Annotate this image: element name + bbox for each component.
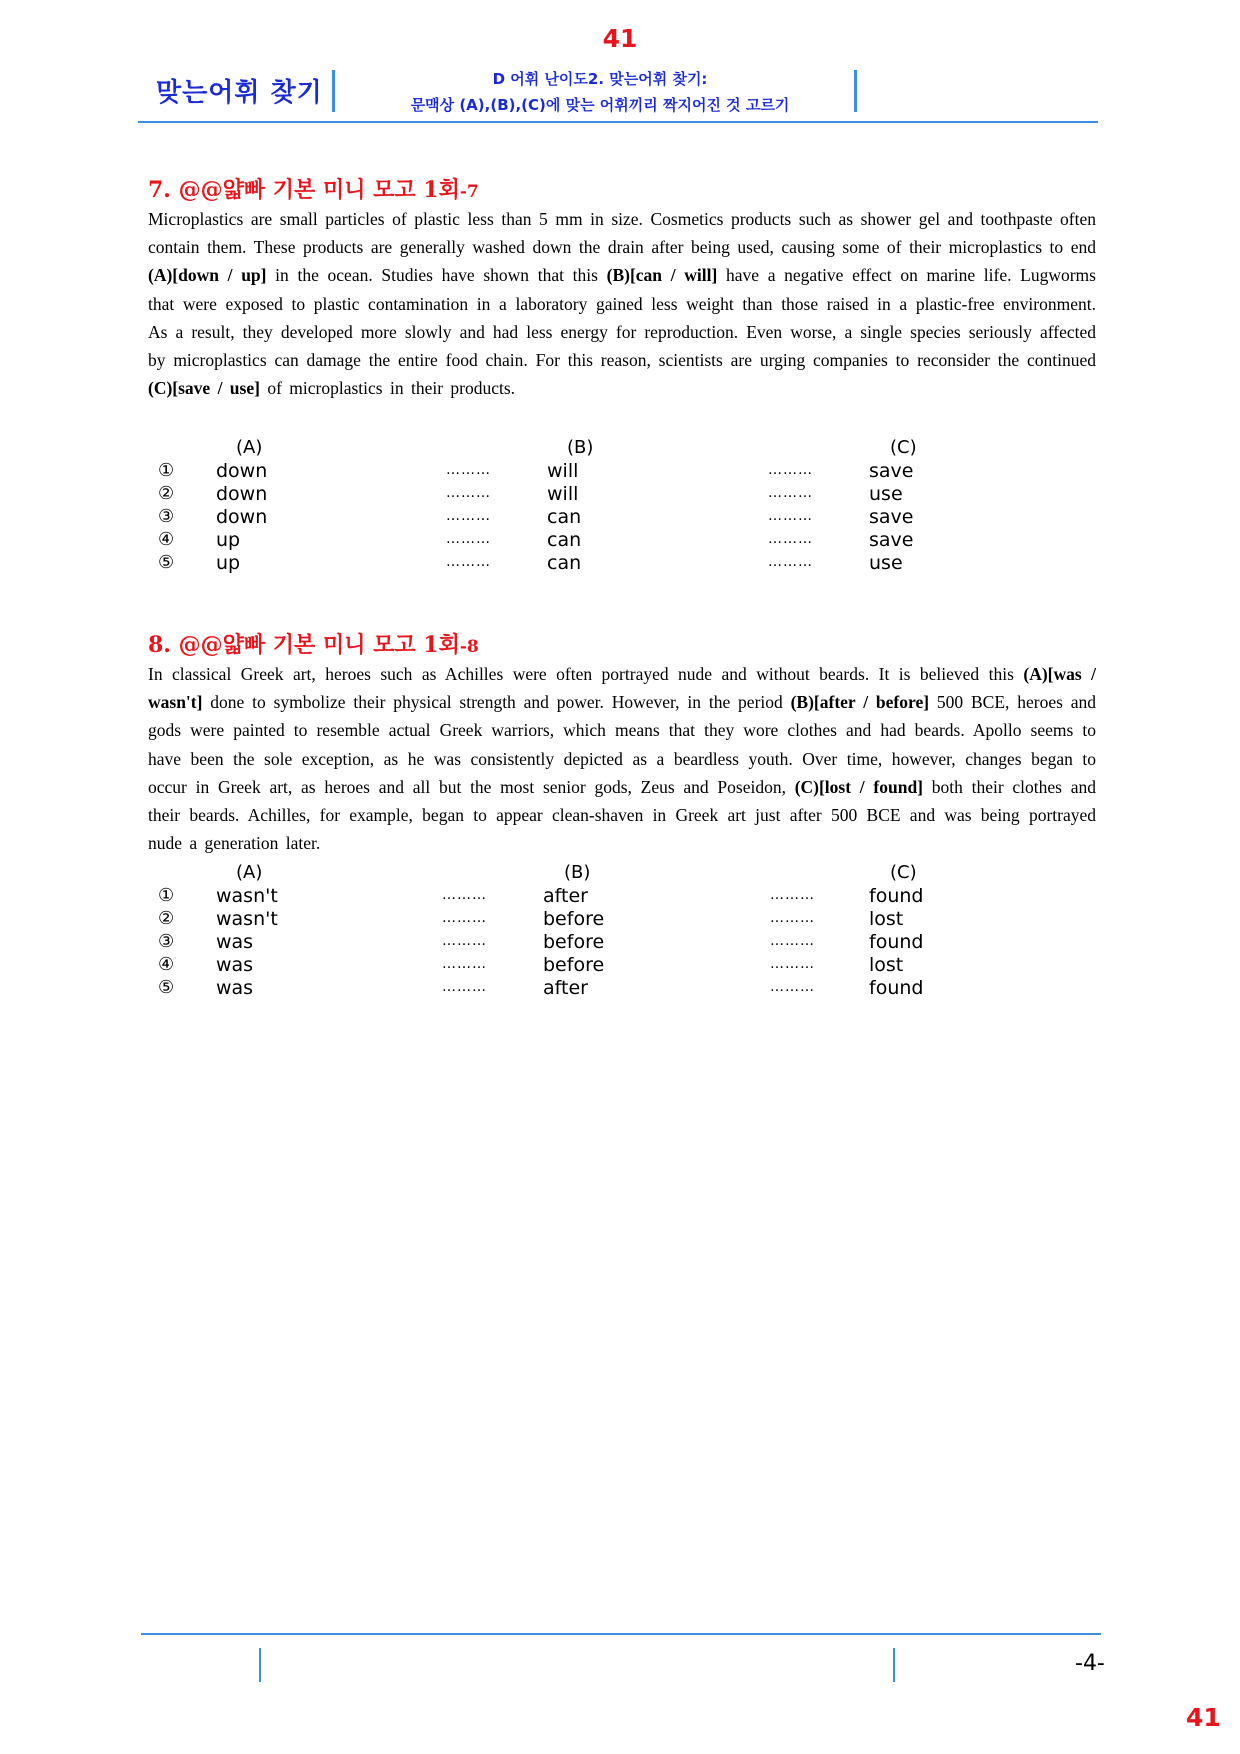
footer-divider-left <box>259 1648 261 1682</box>
choice-option[interactable] <box>156 552 956 575</box>
question-title <box>148 173 479 204</box>
dots: ……… <box>446 554 491 570</box>
option-b: before <box>543 931 605 953</box>
blank-choice: (B)[after / before] <box>790 692 930 713</box>
passage-text: done to symbolize their physical strength and power. However, in the period <box>202 692 791 713</box>
blank-choice: (A)[down / up] <box>148 265 267 286</box>
dots: ……… <box>768 462 813 478</box>
dots: ……… <box>770 887 815 903</box>
option-b: can <box>547 552 582 574</box>
option-number: ② <box>158 483 175 504</box>
option-b: will <box>547 483 579 505</box>
option-b: can <box>547 506 582 528</box>
option-a: down <box>216 506 268 528</box>
dots: ……… <box>768 554 813 570</box>
blank-choice: (A)[was / wasn't] <box>148 664 1097 713</box>
option-number: ② <box>158 908 175 929</box>
choice-option[interactable] <box>156 908 956 931</box>
blank-choice: (C)[save / use] <box>148 378 260 399</box>
footer-divider-right <box>893 1648 895 1682</box>
header-title: 맞는어휘 찾기 <box>156 78 323 108</box>
option-c: lost <box>869 908 904 930</box>
answer-choices <box>156 437 956 575</box>
choice-option[interactable] <box>156 885 956 908</box>
option-b: can <box>547 529 582 551</box>
option-c: found <box>869 885 924 907</box>
option-a: up <box>216 552 241 574</box>
option-a: was <box>216 977 254 999</box>
dots: ……… <box>442 910 487 926</box>
option-number: ④ <box>158 529 175 550</box>
dots: ……… <box>446 485 491 501</box>
choice-headers <box>156 862 956 885</box>
header-divider-right <box>854 70 857 112</box>
option-a: down <box>216 483 268 505</box>
option-a: down <box>216 460 268 482</box>
question-title-sub: -8 <box>459 637 479 657</box>
passage-text: in the ocean. Studies have shown that this <box>266 265 607 286</box>
footer-rule <box>141 1633 1101 1635</box>
header-c: (C) <box>890 437 917 458</box>
blank-choice: (B)[can / will] <box>606 265 718 286</box>
header-b: (B) <box>564 862 591 883</box>
question-title-main: 7. @@얇빠 기본 미니 모고 1회 <box>148 177 460 203</box>
header-b: (B) <box>567 437 594 458</box>
question-title-sub: -7 <box>459 182 479 202</box>
dots: ……… <box>442 933 487 949</box>
question-title-main: 8. @@얇빠 기본 미니 모고 1회 <box>148 632 460 658</box>
option-b: before <box>543 908 605 930</box>
passage-text: 500 BCE, heroes and gods were painted to resemble actual Greek warriors, which means that they wore clothes and had beards. Apollo seems to have been the sole exception, as he was consistently depicted as a beardless youth. Over time, however, changes began to occur in Greek art, as heroes and all but the most senior gods, Zeus and Poseidon, <box>148 692 1097 797</box>
option-a: wasn't <box>216 885 278 907</box>
dots: ……… <box>442 979 487 995</box>
option-a: was <box>216 954 254 976</box>
dots: ……… <box>770 956 815 972</box>
dots: ……… <box>768 485 813 501</box>
option-c: found <box>869 977 924 999</box>
option-number: ① <box>158 885 175 906</box>
footer-page-label: -4- <box>1075 1651 1105 1676</box>
choice-headers <box>156 437 956 460</box>
answer-choices <box>156 862 956 1000</box>
option-c: lost <box>869 954 904 976</box>
dots: ……… <box>768 508 813 524</box>
option-number: ④ <box>158 954 175 975</box>
option-c: save <box>869 529 914 551</box>
option-c: save <box>869 460 914 482</box>
header-subtitle-line2: 문맥상 (A),(B),(C)에 맞는 어휘끼리 짝지어진 것 고르기 <box>410 96 790 114</box>
choice-option[interactable] <box>156 529 956 552</box>
dots: ……… <box>770 910 815 926</box>
option-b: after <box>543 977 588 999</box>
page-number-bottom: 41 <box>1186 1703 1221 1732</box>
option-c: use <box>869 552 903 574</box>
choice-option[interactable] <box>156 954 956 977</box>
dots: ……… <box>768 531 813 547</box>
question-title <box>148 628 479 659</box>
option-c: use <box>869 483 903 505</box>
dots: ……… <box>446 531 491 547</box>
option-c: found <box>869 931 924 953</box>
page-number-top: 41 <box>602 24 638 53</box>
option-number: ⑤ <box>158 977 175 998</box>
choice-option[interactable] <box>156 460 956 483</box>
dots: ……… <box>446 462 491 478</box>
option-number: ③ <box>158 931 175 952</box>
header-subtitle-line1: D 어휘 난이도2. 맞는어휘 찾기: <box>492 70 708 88</box>
passage-text: have a negative effect on marine life. Lugworms that were exposed to plastic contamination in a laboratory gained less weight than those raised in a plastic-free environment. As a result, they developed more slowly and had less energy for reproduction. Even worse, a single species seriously affected by microplastics can damage the entire food chain. For this reason, scientists are urging companies to reconsider the continued <box>148 265 1096 371</box>
header-rule <box>138 121 1098 123</box>
option-a: up <box>216 529 241 551</box>
header-divider-left <box>332 70 335 112</box>
blank-choice: (C)[lost / found] <box>794 776 923 797</box>
option-b: before <box>543 954 605 976</box>
option-number: ③ <box>158 506 175 527</box>
option-number: ① <box>158 460 175 481</box>
dots: ……… <box>770 933 815 949</box>
dots: ……… <box>442 887 487 903</box>
passage-text: Microplastics are small particles of plastic less than 5 mm in size. Cosmetics products such as shower gel and toothpaste often contain them. These products are generally washed down the drain after being used, causing some of their microplastics to end <box>148 209 1096 258</box>
option-number: ⑤ <box>158 552 175 573</box>
dots: ……… <box>770 979 815 995</box>
passage-text: of microplastics in their products. <box>259 378 516 399</box>
choice-option[interactable] <box>156 977 956 1000</box>
header-a: (A) <box>236 437 263 458</box>
question-passage <box>148 660 1096 857</box>
option-c: save <box>869 506 914 528</box>
header-c: (C) <box>890 862 917 883</box>
option-a: wasn't <box>216 908 278 930</box>
option-b: after <box>543 885 588 907</box>
header-a: (A) <box>236 862 263 883</box>
passage-text: both their clothes and their beards. Achilles, for example, began to appear clean-shaven in Greek art just after 500 BCE and was being portrayed nude a generation later. <box>148 776 1096 854</box>
passage-text: In classical Greek art, heroes such as Achilles were often portrayed nude and without beards. It is believed this <box>148 664 1024 684</box>
choice-option[interactable] <box>156 931 956 954</box>
choice-option[interactable] <box>156 506 956 529</box>
option-b: will <box>547 460 579 482</box>
option-a: was <box>216 931 254 953</box>
dots: ……… <box>446 508 491 524</box>
question-passage <box>148 205 1096 402</box>
dots: ……… <box>442 956 487 972</box>
choice-option[interactable] <box>156 483 956 506</box>
